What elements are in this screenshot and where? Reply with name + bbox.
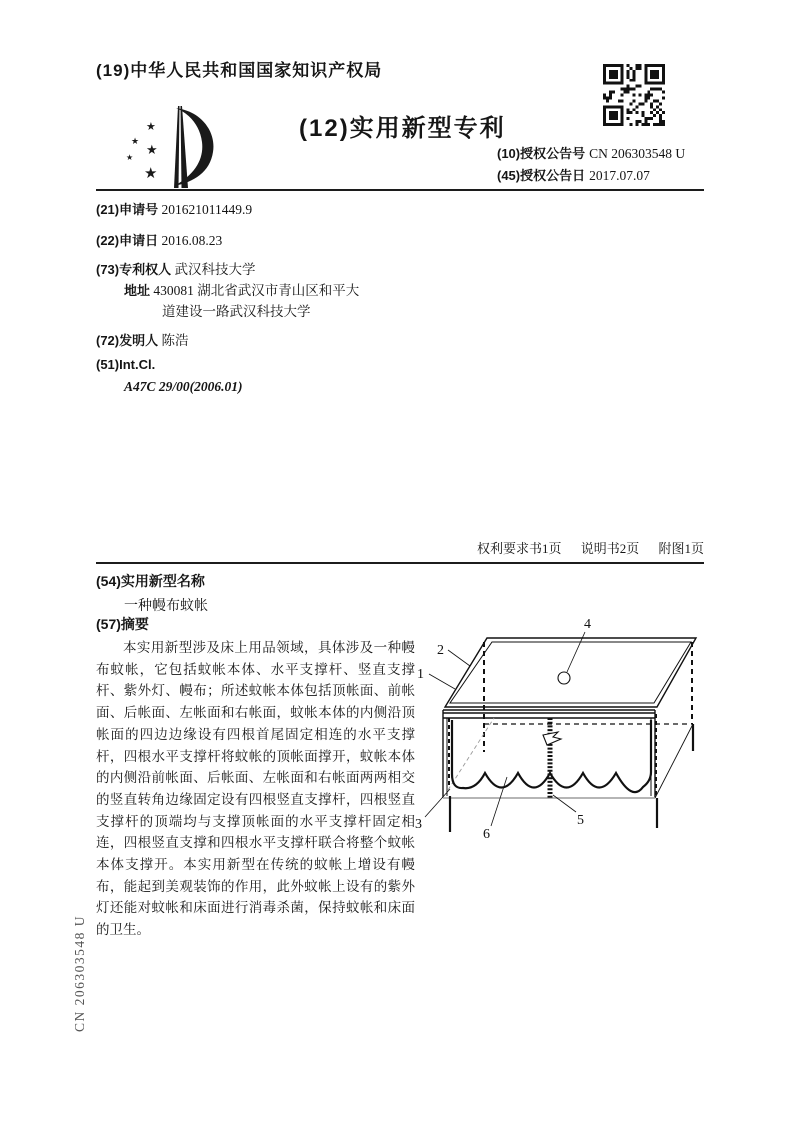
header-divider [96,189,704,191]
svg-text:★: ★ [146,121,156,133]
title-section [96,571,208,615]
cnipa-logo-icon [116,96,220,190]
figure-callout-4: 4 [584,617,591,632]
patentee-row [96,258,256,278]
figure-callout-6: 6 [483,827,490,842]
application-date-value: 2016.08.23 [161,233,223,248]
publication-date-value: 2017.07.07 [589,168,650,183]
svg-text:★: ★ [131,136,140,146]
svg-text:★: ★ [144,166,158,182]
document-type-title: (12)实用新型专利 [299,115,506,142]
application-date-label: (22)申请日 [96,233,159,248]
inventor-row [96,329,189,349]
intcl-value: A47C 29/00(2006.01) [124,379,243,394]
figure-callout-1: 1 [417,667,424,682]
address-line2: 道建设一路武汉科技大学 [162,304,311,319]
title-section-label: (54)实用新型名称 [96,573,205,589]
patent-figure [408,606,713,846]
inventor-label: (72)发明人 [96,333,159,348]
publication-number-row [497,143,707,165]
patent-office-name: (19)中华人民共和国国家知识产权局 [96,61,383,80]
publication-date-row [497,165,707,187]
figure-callout-3: 3 [415,817,422,832]
pages-summary [96,538,704,557]
invention-title: 一种幔布蚊帐 [124,599,208,614]
inventor-value: 陈浩 [161,333,189,348]
publication-number-label: (10)授权公告号 [497,146,586,161]
svg-text:★: ★ [126,153,134,162]
claims-pages: 权利要求书1页 [476,541,562,556]
figure-callout-5: 5 [577,813,584,828]
patentee-value: 武汉科技大学 [174,262,256,277]
svg-text:★: ★ [146,142,158,157]
application-number-label: (21)申请号 [96,202,159,217]
abstract-label: (57)摘要 [96,616,149,632]
figure-callout-2: 2 [437,643,444,658]
application-number-value: 201621011449.9 [161,202,253,217]
patentee-label: (73)专利权人 [96,262,172,277]
section-divider [96,562,704,564]
address-line1: 430081 湖北省武汉市青山区和平大 [153,283,360,298]
publication-block [497,143,707,187]
abstract-section-label-row [96,614,149,634]
application-number-row [96,199,252,218]
intcl-value-row [124,379,243,395]
abstract-text: 本实用新型涉及床上用品领域，具体涉及一种幔布蚊帐，它包括蚊帐本体、水平支撑杆、竖直支撑杆、紫外灯、幔布；所述蚊帐本体包括顶帐面、前帐面、后帐面、左帐面和右帐面，蚊帐本体的内侧沿顶帐面的四边边缘设有四根首尾固定相连的水平支撑杆，四根水平支撑杆将蚊帐的顶帐面撑开，蚊帐本体的内侧沿前帐面、后帐面、左帐面和右帐面两两相交的竖直转角边缘固定设有四根竖直支撑杆，四根竖直支撑杆的顶端均与支撑顶帐面的水平支撑杆固定相连，四根竖直支撑和四根水平支撑杆联合将整个蚊帐本体支撑开。本实用新型在传统的蚊帐上增设有幔布，能起到美观装饰的作用，此外蚊帐上设有的紫外灯还能对蚊帐和床面进行消毒杀菌，保持蚊帐和床面的卫生。 [96,640,415,938]
intcl-row [96,357,155,373]
qr-code [603,64,665,126]
publication-date-label: (45)授权公告日 [497,168,586,183]
sidebar-publication-number: CN 206303548 U [72,914,87,1032]
address-row [124,279,359,299]
drawings-pages: 附图1页 [658,541,704,556]
application-date-row [96,230,222,249]
address-label: 地址 [124,283,151,298]
intcl-label: (51)Int.Cl. [96,357,156,372]
description-pages: 说明书2页 [580,541,640,556]
address-row-continued [162,300,311,320]
publication-number-value: CN 206303548 U [589,146,686,161]
